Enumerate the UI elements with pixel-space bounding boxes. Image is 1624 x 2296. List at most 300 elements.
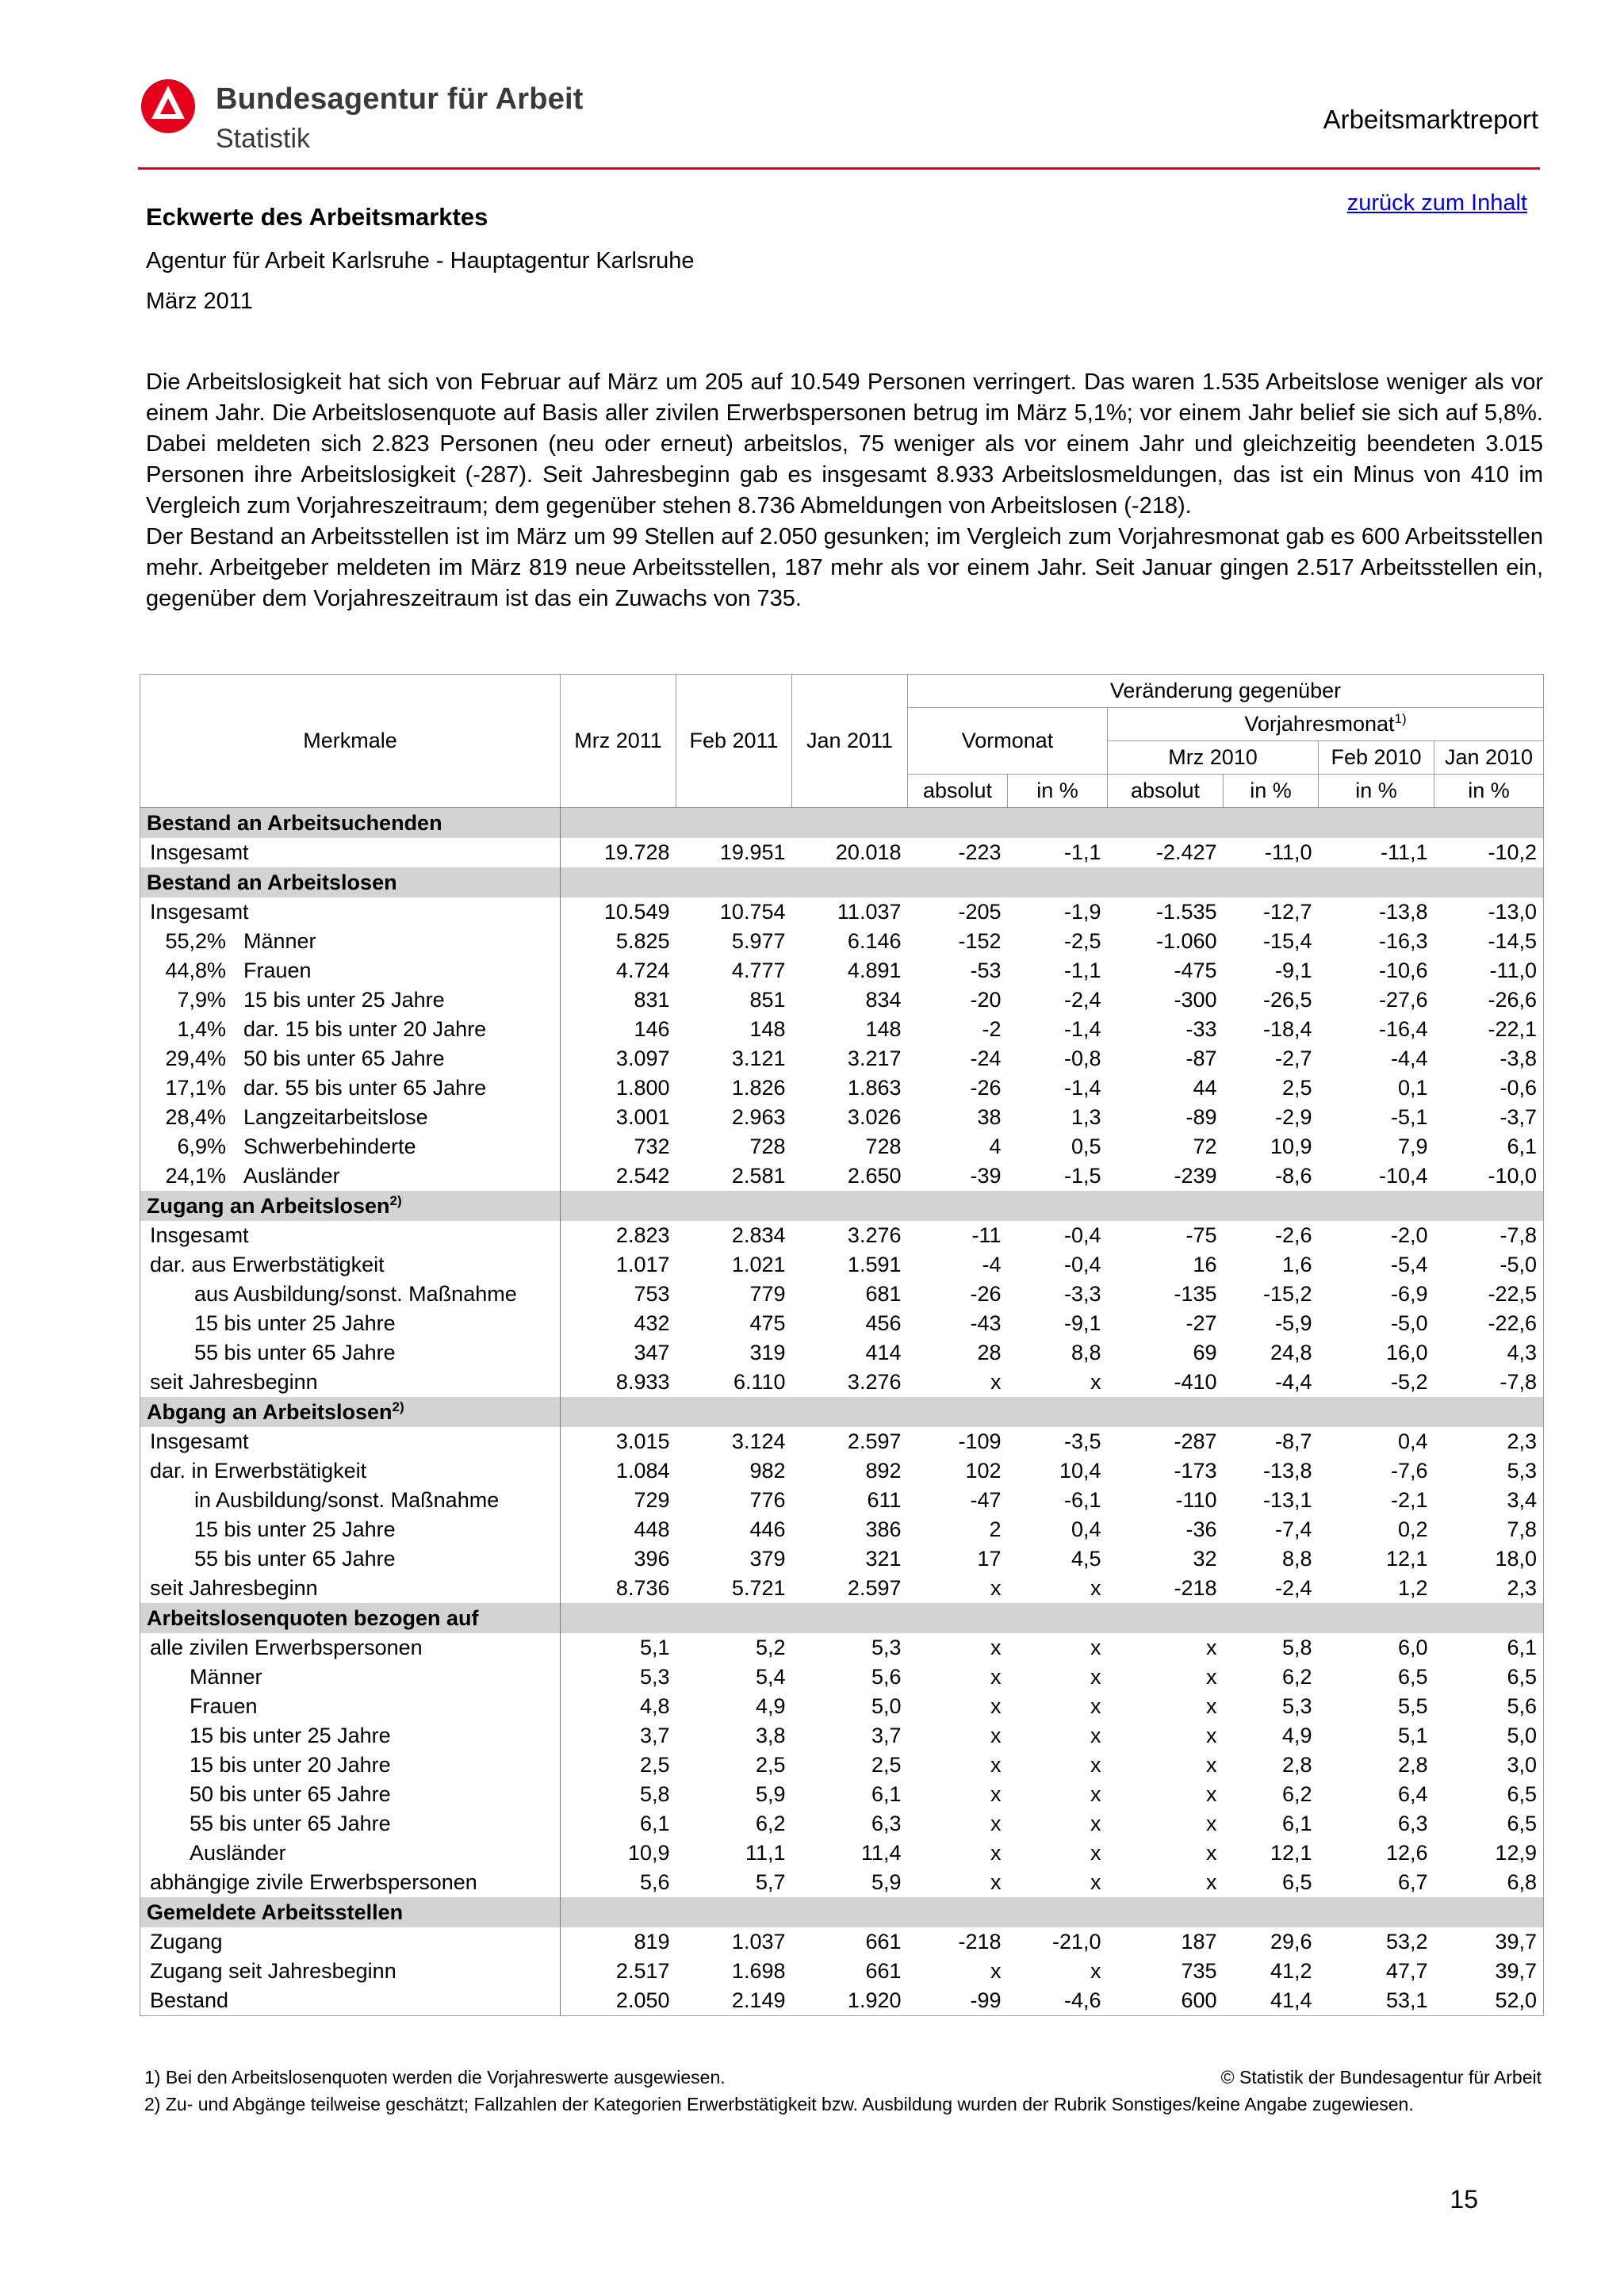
table-row (140, 1073, 1544, 1103)
table-cell: -4,6 (1008, 1986, 1108, 2016)
row-label (140, 1161, 561, 1191)
table-cell: x (990, 1576, 1002, 1600)
table-cell: -27,6 (1378, 988, 1428, 1012)
page-number: 15 (1450, 2185, 1478, 2214)
table-cell: 10,4 (1059, 1459, 1101, 1483)
table-cell: 7,8 (1434, 1515, 1544, 1544)
row-label-text: 55 bis unter 65 Jahre (194, 1547, 396, 1571)
table-cell: 5,0 (1434, 1721, 1544, 1751)
table-cell: 4,8 (639, 1694, 670, 1718)
row-label-text: 15 bis unter 25 Jahre (190, 1724, 391, 1747)
table-cell: 3,7 (639, 1724, 670, 1747)
org-subtitle: Statistik (216, 124, 311, 154)
table-cell: -5,2 (1390, 1370, 1428, 1394)
table-cell: 5,3 (871, 1636, 902, 1659)
table-cell: 2.597 (847, 1576, 902, 1600)
table-cell: 661 (865, 1930, 902, 1954)
table-cell: 8.736 (615, 1576, 670, 1600)
table-cell: 379 (749, 1547, 786, 1571)
table-cell: -10,6 (1378, 959, 1428, 982)
table-cell: 3.015 (615, 1429, 670, 1453)
table-cell: -475 (1174, 959, 1217, 982)
table-cell: 2,5 (1281, 1076, 1312, 1100)
row-label (140, 1692, 561, 1721)
table-cell: -3,3 (1063, 1282, 1101, 1306)
table-cell: 148 (865, 1017, 902, 1041)
row-label-text: Insgesamt (150, 1429, 249, 1453)
table-cell: -75 (1185, 1223, 1217, 1247)
table-row (140, 1751, 1544, 1780)
table-cell: 2.963 (731, 1105, 786, 1129)
table-cell: -9,1 (1274, 959, 1312, 982)
table-cell: 20.018 (835, 840, 902, 864)
row-label-text: 50 bis unter 65 Jahre (190, 1782, 391, 1806)
table-cell: 6,2 (1281, 1782, 1312, 1806)
table-cell: 3,8 (755, 1724, 786, 1747)
table-cell: -13,8 (1378, 900, 1428, 924)
table-cell: 5,6 (871, 1665, 902, 1689)
table-cell: -15,2 (1262, 1282, 1312, 1306)
table-cell: -2,0 (1390, 1223, 1428, 1247)
table-row (140, 1780, 1544, 1809)
table-cell: 6,1 (1434, 1132, 1544, 1161)
table-cell: 681 (865, 1282, 902, 1306)
table-cell: 53,2 (1385, 1930, 1428, 1954)
column-header-feb2010: Feb 2010 (1319, 741, 1434, 775)
table-cell: 834 (865, 988, 902, 1012)
row-label (140, 838, 561, 867)
table-cell: -3,5 (1063, 1429, 1101, 1453)
table-cell: -13,1 (1262, 1488, 1312, 1512)
table-cell: 448 (634, 1517, 670, 1541)
column-header-in-pct: in % (1224, 775, 1319, 808)
table-cell: 187 (1181, 1930, 1217, 1954)
table-cell: 6,5 (1434, 1663, 1544, 1692)
table-cell: -8,6 (1274, 1164, 1312, 1188)
share-percent: 1,4% (177, 1017, 226, 1041)
row-label (140, 1221, 561, 1250)
table-cell: -33 (1185, 1017, 1217, 1041)
table-cell: -10,4 (1378, 1164, 1428, 1188)
table-cell: 69 (1193, 1341, 1217, 1364)
row-label-text: seit Jahresbeginn (150, 1576, 318, 1600)
section-header-row (140, 1603, 1544, 1633)
table-cell: x (1206, 1841, 1217, 1865)
table-cell: -1,1 (1063, 840, 1101, 864)
table-cell: 892 (865, 1459, 902, 1483)
table-cell: 5,9 (871, 1870, 902, 1894)
table-cell: 102 (965, 1459, 1002, 1483)
table-cell: -16,4 (1378, 1017, 1428, 1041)
row-label-text: Zugang seit Jahresbeginn (150, 1959, 396, 1983)
table-row (140, 1015, 1544, 1044)
table-row (140, 1633, 1544, 1663)
table-cell: 3.124 (731, 1429, 786, 1453)
table-cell: 2.581 (731, 1164, 786, 1188)
table-row (140, 838, 1544, 867)
table-cell: 19.951 (719, 840, 786, 864)
table-row (140, 927, 1544, 956)
row-label-text: Zugang (150, 1930, 223, 1954)
column-header-veraenderung: Veränderung gegenüber (908, 675, 1544, 708)
section-title (140, 867, 561, 897)
table-cell: 851 (749, 988, 786, 1012)
section-fill (561, 808, 1544, 839)
table-cell: 10.754 (719, 900, 786, 924)
row-label (140, 1515, 561, 1544)
table-cell: -13,0 (1434, 897, 1544, 927)
table-cell: -0,4 (1063, 1223, 1101, 1247)
table-cell: 6,5 (1397, 1665, 1428, 1689)
table-cell: 6,3 (871, 1812, 902, 1835)
row-label-text: 15 bis unter 25 Jahre (194, 1517, 396, 1541)
row-label (140, 1280, 561, 1309)
share-percent: 7,9% (177, 988, 226, 1012)
table-cell: 2,3 (1434, 1574, 1544, 1603)
share-percent: 29,4% (165, 1047, 226, 1070)
table-cell: -5,0 (1390, 1311, 1428, 1335)
table-cell: 0,4 (1397, 1429, 1428, 1453)
table-cell: 5.977 (731, 929, 786, 953)
table-cell: -4,4 (1274, 1370, 1312, 1394)
table-cell: -223 (958, 840, 1002, 864)
table-cell: 1.591 (847, 1253, 902, 1276)
table-cell: -2,4 (1274, 1576, 1312, 1600)
copyright-notice: © Statistik der Bundesagentur für Arbeit (1220, 2067, 1542, 2087)
column-header-in-pct: in % (1008, 775, 1108, 808)
table-cell: -110 (1175, 1488, 1217, 1512)
table-cell: -3,8 (1434, 1044, 1544, 1073)
table-cell: 4,5 (1071, 1547, 1101, 1571)
column-header-absolut: absolut (908, 775, 1008, 808)
report-month: März 2011 (146, 289, 253, 314)
table-cell: 347 (634, 1341, 670, 1364)
table-row (140, 1368, 1544, 1397)
table-cell: 2,3 (1434, 1427, 1544, 1456)
table-cell: 729 (634, 1488, 670, 1512)
table-cell: 1,2 (1397, 1576, 1428, 1600)
table-cell: -10,2 (1434, 838, 1544, 867)
table-cell: -0,4 (1063, 1253, 1101, 1276)
table-cell: -7,8 (1434, 1221, 1544, 1250)
table-cell: -47 (970, 1488, 1002, 1512)
table-cell: 6.110 (733, 1370, 786, 1394)
section-title-text: Arbeitslosenquoten bezogen auf (147, 1605, 479, 1630)
row-label-text: dar. aus Erwerbstätigkeit (150, 1253, 385, 1276)
column-header-absolut: absolut (1108, 775, 1224, 808)
row-label (140, 1986, 561, 2016)
table-cell: x (1090, 1959, 1101, 1983)
column-header-jan2010: Jan 2010 (1434, 741, 1544, 775)
table-cell: -26,6 (1434, 985, 1544, 1015)
table-cell: -152 (958, 929, 1002, 953)
row-label-text: Ausländer (190, 1841, 286, 1865)
table-cell: -89 (1185, 1105, 1217, 1129)
table-cell: 1.920 (792, 1986, 908, 2016)
table-cell: x (990, 1724, 1002, 1747)
share-percent: 28,4% (165, 1105, 226, 1129)
table-cell: 0,1 (1397, 1076, 1428, 1100)
table-cell: -7,8 (1434, 1368, 1544, 1397)
table-cell: 3.026 (847, 1105, 902, 1129)
table-cell: 41,2 (1270, 1959, 1312, 1983)
table-row (140, 1868, 1544, 1897)
table-cell: 6,5 (1434, 1809, 1544, 1839)
row-label-text: Insgesamt (150, 840, 249, 864)
table-cell: 4,3 (1434, 1338, 1544, 1368)
header-divider (138, 167, 1540, 170)
table-cell: 6,4 (1397, 1782, 1428, 1806)
table-row (140, 1250, 1544, 1280)
table-row (140, 897, 1544, 927)
row-label-text: alle zivilen Erwerbspersonen (150, 1636, 423, 1659)
table-cell: 4,9 (1281, 1724, 1312, 1747)
row-label (140, 1633, 561, 1663)
table-cell: x (990, 1665, 1002, 1689)
table-cell: 446 (749, 1517, 786, 1541)
table-cell: -26,5 (1262, 988, 1312, 1012)
table-cell: 2.650 (847, 1164, 902, 1188)
column-header-feb2011: Feb 2011 (676, 675, 792, 808)
table-cell: x (1206, 1724, 1217, 1747)
table-cell: 819 (634, 1930, 670, 1954)
table-cell: 5,3 (639, 1665, 670, 1689)
table-cell: 4 (989, 1135, 1002, 1158)
table-cell: -1.060 (1155, 929, 1217, 953)
table-row (140, 956, 1544, 985)
table-cell: -13,8 (1262, 1459, 1312, 1483)
table-cell: 611 (867, 1488, 902, 1512)
table-cell: 2 (989, 1517, 1002, 1541)
table-cell: 1.037 (731, 1930, 786, 1954)
table-cell: x (1206, 1782, 1217, 1806)
section-title (140, 1897, 561, 1927)
column-header-vorjahresmonat (1108, 708, 1544, 741)
table-cell: 2,5 (639, 1753, 670, 1777)
section-fill (561, 1397, 1544, 1427)
table-cell: 2,5 (871, 1753, 902, 1777)
row-label (140, 1103, 561, 1132)
row-label-text: seit Jahresbeginn (150, 1370, 318, 1394)
row-label (140, 956, 561, 985)
table-cell: 5.721 (731, 1576, 786, 1600)
table-cell: 831 (634, 988, 670, 1012)
section-title (140, 808, 561, 839)
table-cell: 47,7 (1385, 1959, 1428, 1983)
table-cell: 2.517 (615, 1959, 670, 1983)
row-label-text: Frauen (243, 959, 312, 982)
table-cell: -11,0 (1264, 840, 1312, 864)
table-row (140, 1221, 1544, 1250)
table-cell: 12,9 (1434, 1839, 1544, 1868)
table-cell: 661 (865, 1959, 902, 1983)
labour-market-table-wrapper (140, 674, 1543, 2016)
section-header-row (140, 1897, 1544, 1927)
table-cell: -5,4 (1390, 1253, 1428, 1276)
table-cell: 2,5 (755, 1753, 786, 1777)
section-title-text: Abgang an Arbeitslosen (147, 1399, 393, 1424)
row-label (140, 1868, 561, 1897)
row-label-text: dar. 55 bis unter 65 Jahre (243, 1076, 487, 1100)
table-cell: -43 (970, 1311, 1002, 1335)
table-cell: x (990, 1870, 1002, 1894)
table-cell: 1.084 (615, 1459, 670, 1483)
org-name: Bundesagentur für Arbeit (216, 82, 584, 116)
table-row (140, 1515, 1544, 1544)
row-label (140, 1721, 561, 1751)
table-cell: -2,7 (1274, 1047, 1312, 1070)
table-cell: -0,8 (1063, 1047, 1101, 1070)
row-label (140, 1809, 561, 1839)
table-row (140, 1309, 1544, 1338)
table-cell: 8.933 (615, 1370, 670, 1394)
table-cell: 2,8 (1397, 1753, 1428, 1777)
table-cell: -0,6 (1434, 1073, 1544, 1103)
row-label (140, 1780, 561, 1809)
row-label-text: 50 bis unter 65 Jahre (243, 1047, 445, 1070)
table-cell: -9,1 (1063, 1311, 1101, 1335)
table-cell: x (1206, 1694, 1217, 1718)
table-row (140, 1161, 1544, 1191)
table-cell: -109 (958, 1429, 1002, 1453)
row-label-text: Langzeitarbeitslose (243, 1105, 428, 1129)
table-cell: -287 (1174, 1429, 1217, 1453)
table-cell: -135 (1174, 1282, 1217, 1306)
table-cell: 1.826 (731, 1076, 786, 1100)
table-cell: 3.276 (847, 1223, 902, 1247)
row-label (140, 1927, 561, 1957)
table-row (140, 985, 1544, 1015)
row-label-text: 15 bis unter 25 Jahre (194, 1311, 396, 1335)
table-row (140, 1839, 1544, 1868)
table-cell: 5,0 (871, 1694, 902, 1718)
share-percent: 6,9% (177, 1135, 226, 1158)
table-cell: -87 (1185, 1047, 1217, 1070)
table-cell: 732 (634, 1135, 670, 1158)
table-cell: 6,1 (1281, 1812, 1312, 1835)
row-label (140, 1839, 561, 1868)
table-cell: -5,9 (1274, 1311, 1312, 1335)
table-cell: 0,5 (1071, 1135, 1101, 1158)
section-fill (561, 1603, 1544, 1633)
column-header-merkmale: Merkmale (140, 675, 561, 808)
table-cell: x (1090, 1370, 1101, 1394)
table-cell: 2.542 (615, 1164, 670, 1188)
row-label (140, 1338, 561, 1368)
table-cell: 386 (865, 1517, 902, 1541)
table-cell: 321 (865, 1547, 902, 1571)
table-cell: 1.021 (731, 1253, 786, 1276)
table-cell: -6,1 (1063, 1488, 1101, 1512)
table-cell: 3,4 (1434, 1486, 1544, 1515)
table-cell: x (1206, 1636, 1217, 1659)
table-cell: -2.427 (1155, 840, 1217, 864)
table-cell: 6,2 (755, 1812, 786, 1835)
table-cell: -2,4 (1063, 988, 1101, 1012)
table-cell: 1,3 (1071, 1105, 1101, 1129)
row-label-text: 15 bis unter 20 Jahre (190, 1753, 391, 1777)
back-to-contents-link[interactable]: zurück zum Inhalt (1346, 190, 1527, 216)
row-label-text: Ausländer (243, 1164, 340, 1188)
table-cell: 24,8 (1270, 1341, 1312, 1364)
table-cell: 6,7 (1397, 1870, 1428, 1894)
table-cell: 5,2 (755, 1636, 786, 1659)
table-cell: 2.050 (561, 1986, 676, 2016)
footnote-1: 1) Bei den Arbeitslosenquoten werden die Vorjahreswerte ausgewiesen. (144, 2067, 726, 2087)
vorjahresmonat-label: Vorjahresmonat (1244, 712, 1395, 736)
table-cell: -53 (970, 959, 1002, 982)
table-cell: -24 (970, 1047, 1002, 1070)
column-header-vormonat: Vormonat (908, 708, 1108, 775)
table-row (140, 1132, 1544, 1161)
table-cell: 5,1 (639, 1636, 670, 1659)
table-cell: 6,5 (1281, 1870, 1312, 1894)
table-cell: x (1206, 1665, 1217, 1689)
share-percent: 55,2% (165, 929, 226, 953)
column-header-mrz2011: Mrz 2011 (561, 675, 676, 808)
table-cell: 1.800 (615, 1076, 670, 1100)
table-cell: 12,6 (1385, 1841, 1428, 1865)
column-header-in-pct: in % (1319, 775, 1434, 808)
table-cell: x (990, 1636, 1002, 1659)
table-cell: -20 (970, 988, 1002, 1012)
page-heading: Eckwerte des Arbeitsmarktes (146, 203, 488, 231)
table-cell: -26 (970, 1282, 1002, 1306)
table-cell: x (1090, 1665, 1101, 1689)
table-cell: 146 (634, 1017, 670, 1041)
table-cell: 39,7 (1434, 1957, 1544, 1986)
column-header-in-pct: in % (1434, 775, 1544, 808)
table-cell: -11 (971, 1223, 1002, 1247)
share-percent: 17,1% (165, 1076, 226, 1100)
footnote-marker: 2) (392, 1399, 404, 1414)
table-cell: -4 (982, 1253, 1002, 1276)
row-label-text: Männer (190, 1665, 262, 1689)
table-cell: -7,4 (1274, 1517, 1312, 1541)
table-cell: 10,9 (1270, 1135, 1312, 1158)
table-cell: 5.825 (615, 929, 670, 953)
table-cell: 5,7 (755, 1870, 786, 1894)
table-cell: -39 (970, 1164, 1002, 1188)
table-cell: -300 (1174, 988, 1217, 1012)
table-cell: 41,4 (1224, 1986, 1319, 2016)
table-cell: -22,1 (1434, 1015, 1544, 1044)
table-cell: x (1206, 1812, 1217, 1835)
table-cell: x (990, 1370, 1002, 1394)
table-cell: 4.891 (847, 959, 902, 982)
column-header-mrz2010: Mrz 2010 (1108, 741, 1319, 775)
table-cell: 2.597 (847, 1429, 902, 1453)
table-cell: 432 (634, 1311, 670, 1335)
table-cell: 6,0 (1397, 1636, 1428, 1659)
table-cell: -27 (1185, 1311, 1217, 1335)
table-cell: 12,1 (1270, 1841, 1312, 1865)
table-row (140, 1721, 1544, 1751)
table-cell: 4.777 (731, 959, 786, 982)
row-label-text: aus Ausbildung/sonst. Maßnahme (194, 1282, 517, 1306)
table-cell: 32 (1193, 1547, 1217, 1571)
table-cell: 19.728 (603, 840, 670, 864)
table-cell: -5,0 (1434, 1250, 1544, 1280)
table-row (140, 1338, 1544, 1368)
table-cell: 10.549 (603, 900, 670, 924)
table-cell: 2.149 (676, 1986, 792, 2016)
table-cell: -18,4 (1262, 1017, 1312, 1041)
table-cell: x (1090, 1841, 1101, 1865)
table-cell: x (990, 1753, 1002, 1777)
table-cell: x (990, 1694, 1002, 1718)
table-cell: 728 (749, 1135, 786, 1158)
